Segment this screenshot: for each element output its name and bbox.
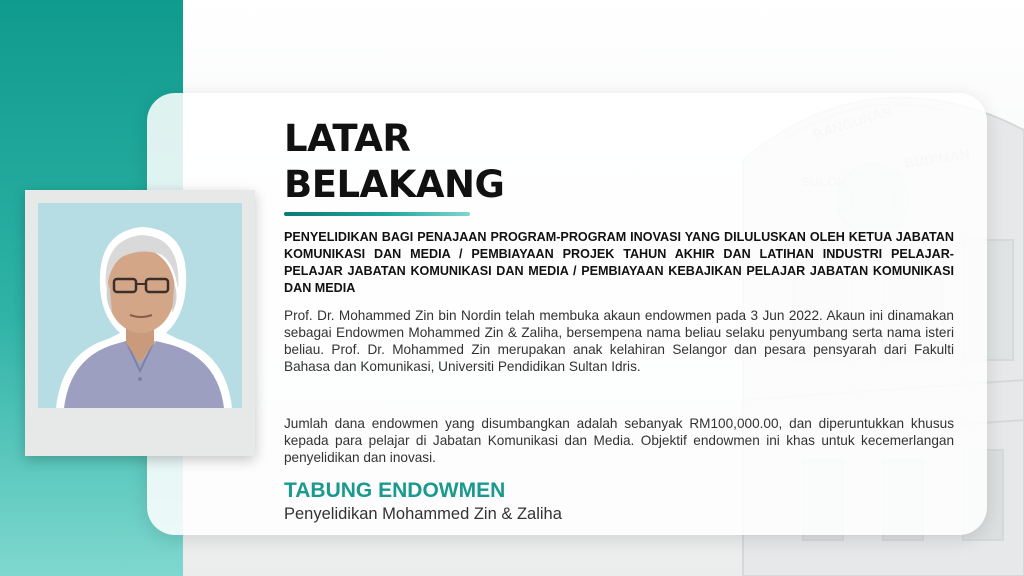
fund-name: Penyelidikan Mohammed Zin & Zaliha [284, 505, 562, 523]
portrait-photo [38, 203, 242, 408]
page-title [284, 116, 504, 208]
fund-label: TABUNG ENDOWMEN [284, 479, 506, 502]
portrait-photo-icon [38, 203, 242, 408]
page-title-line1: LATAR [284, 117, 411, 160]
background-paragraph-1: Prof. Dr. Mohammed Zin bin Nordin telah membuka akaun endowmen pada 3 Jun 2022. Akaun ini dinamakan sebagai Endowmen Mohammed Zin & Zaliha, bersempena nama beliau selaku penyumbang serta nama isteri beliau. Prof. Dr. Mohammed Zin merupakan anak kelahiran Selangor dan pesara pensyarah dari Fakulti Bahasa dan Komunikasi, Universiti Pendidikan Sultan Idris. [284, 308, 954, 374]
portrait-frame [25, 190, 255, 456]
program-heading: PENYELIDIKAN BAGI PENAJAAN PROGRAM-PROGRAM INOVASI YANG DILULUSKAN OLEH KETUA JABATAN KOMUNIKASI DAN MEDIA / PEMBIAYAAN PROJEK TAHUN AKHIR DAN LATIHAN INDUSTRI PELAJAR-PELAJAR JABATAN KOMUNIKASI DAN MEDIA / PEMBIAYAAN KEBAJIKAN PELAJAR JABATAN KOMUNIKASI DAN MEDIA [284, 230, 954, 295]
background-paragraph-2: Jumlah dana endowmen yang disumbangkan adalah sebanyak RM100,000.00, dan diperuntukkan khusus kepada para pelajar di Jabatan Komunikasi dan Media. Objektif endowmen ini khas untuk kecemerlangan penyelidikan dan inovasi. [284, 416, 954, 465]
title-underline [284, 212, 470, 216]
page-title-line2: BELAKANG [284, 163, 505, 206]
